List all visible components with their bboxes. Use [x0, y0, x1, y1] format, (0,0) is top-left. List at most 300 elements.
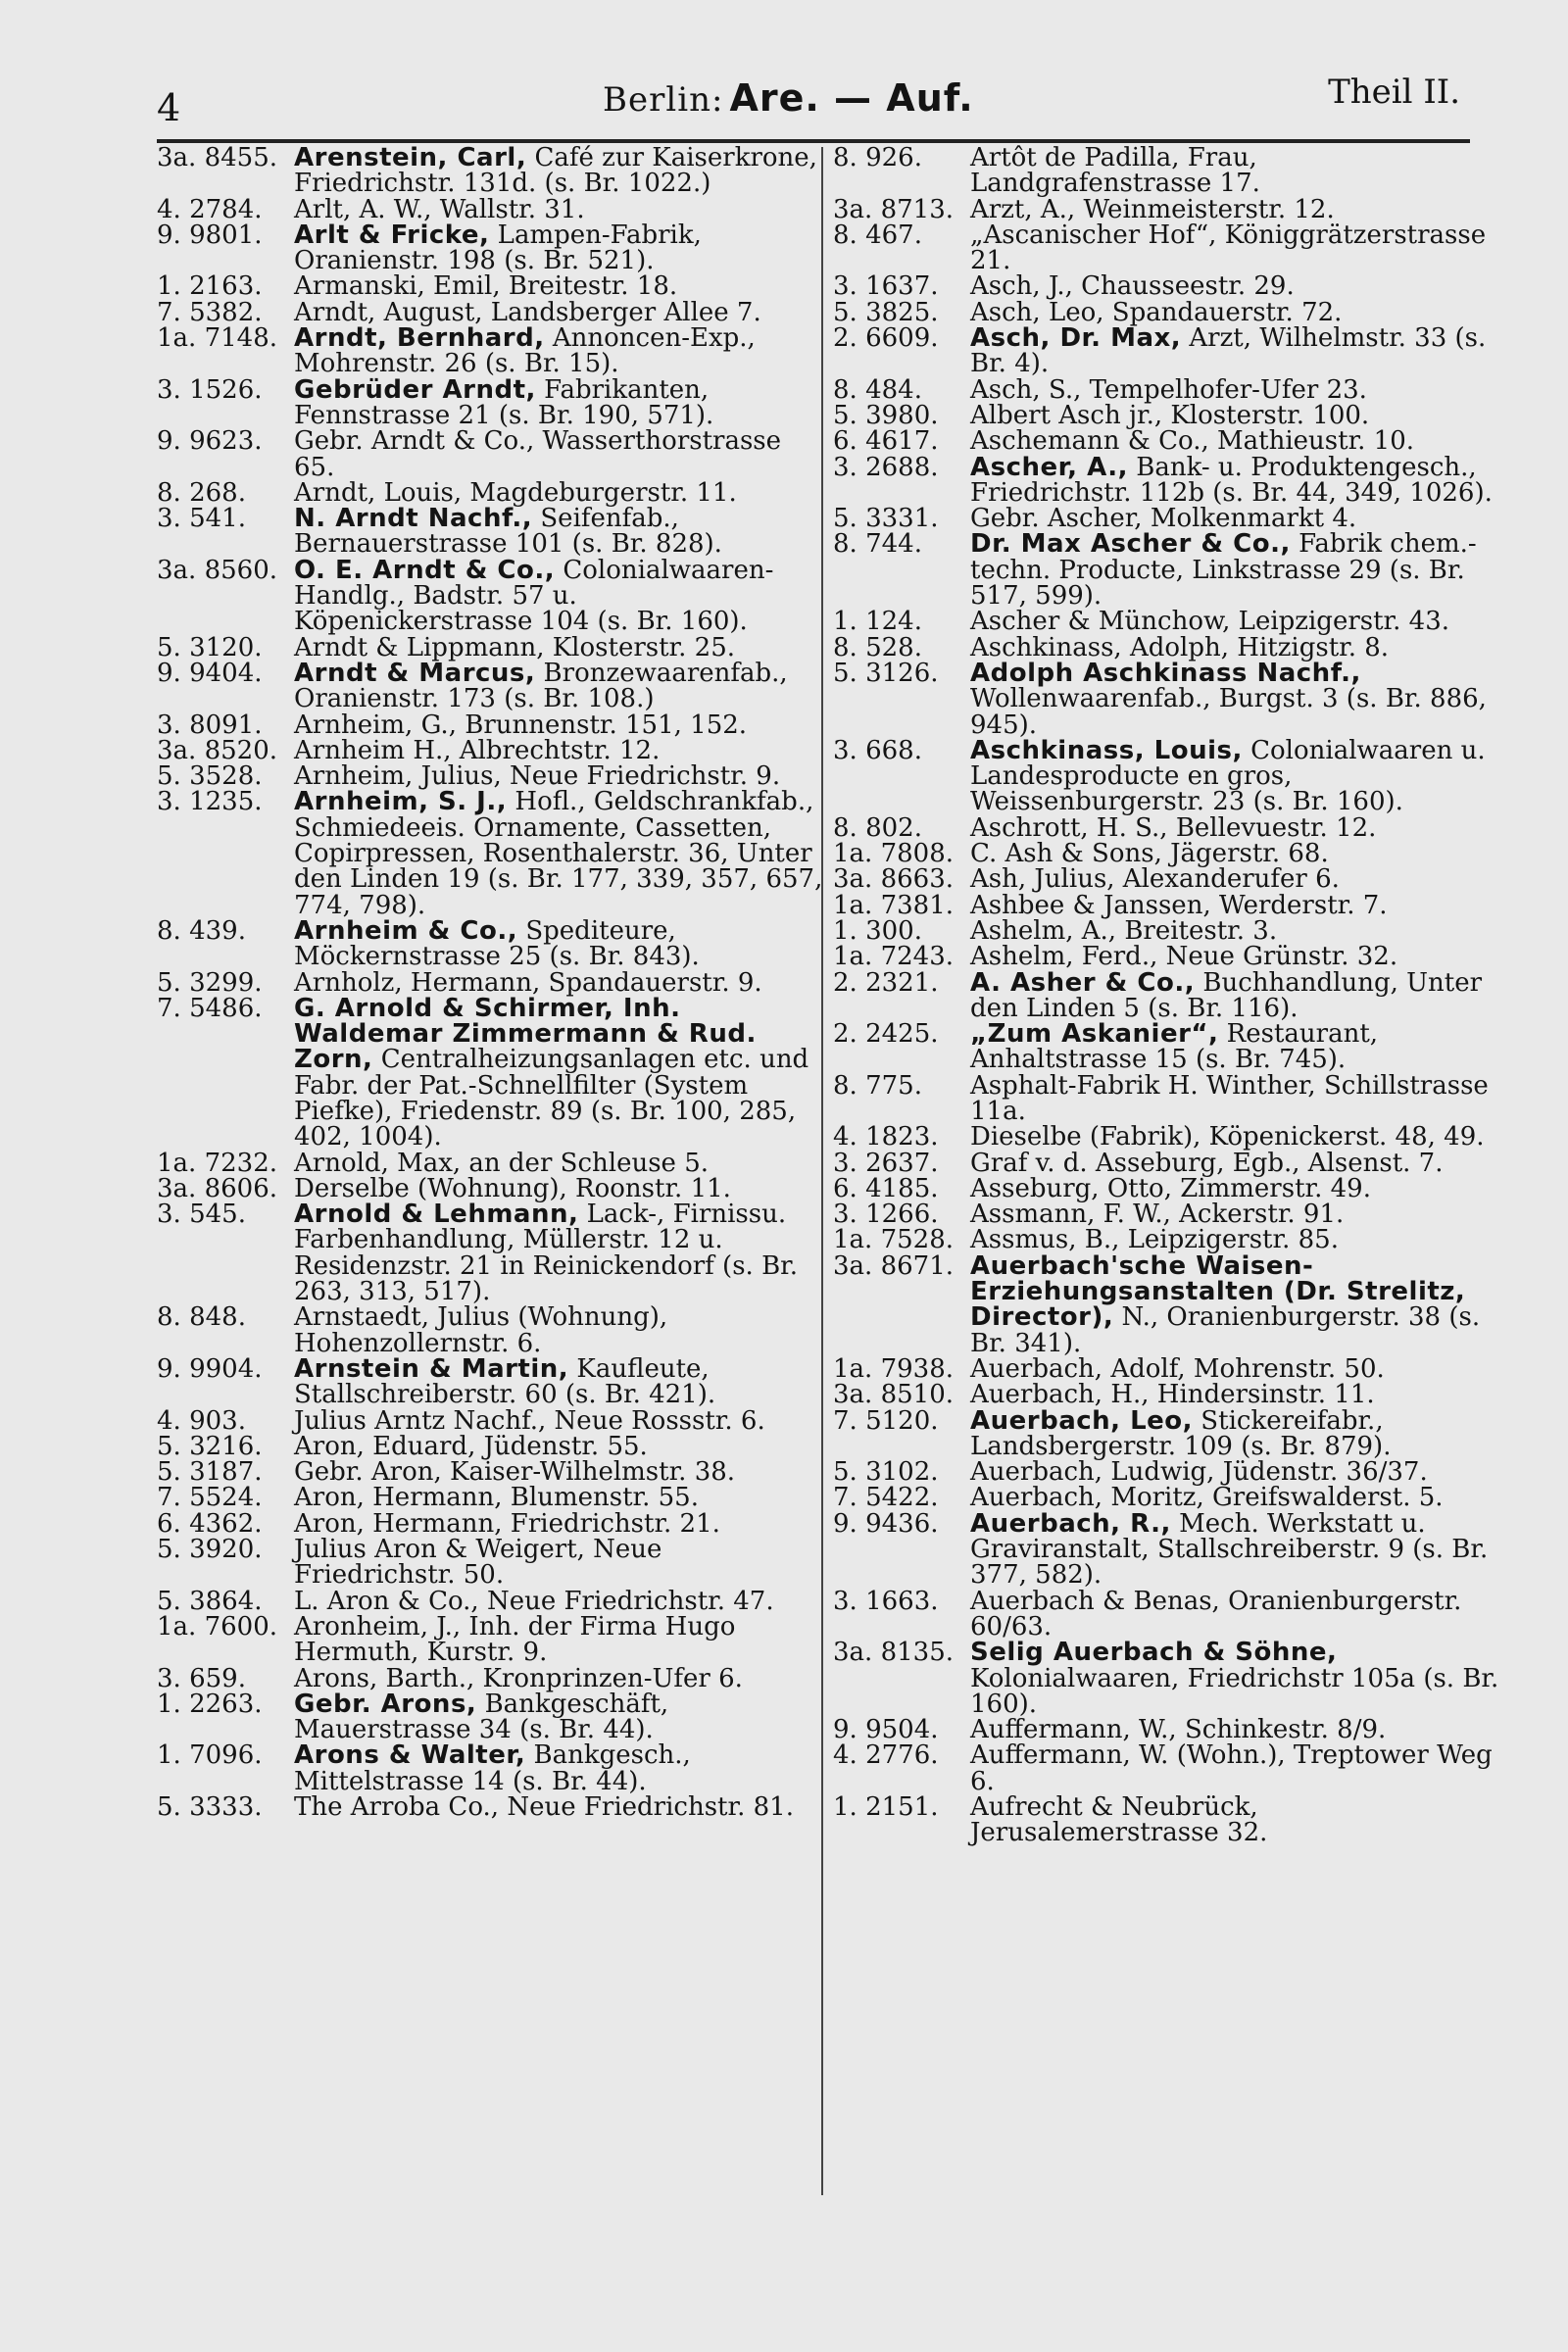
entry-details: Auerbach & Benas, Oranienburgerstr. 60/63.: [970, 1586, 1462, 1642]
entry-details: Aronheim, J., Inh. der Firma Hugo Hermuth, Kurstr. 9.: [294, 1611, 736, 1668]
entry-text: [970, 1250, 1499, 1358]
directory-entry: [157, 1663, 823, 1693]
directory-entry: [833, 1124, 1499, 1150]
entry-details: Ashbee & Janssen, Werderstr. 7.: [970, 890, 1388, 920]
directory-entry: [157, 1611, 823, 1668]
phone-number: 8. 268.: [157, 477, 246, 508]
directory-entry: [157, 735, 823, 765]
entry-text: [294, 993, 823, 1152]
directory-entry: [157, 658, 823, 714]
entry-details: Buchhandlung, Unter den Linden 5 (s. Br. 116).: [970, 967, 1483, 1023]
entry-text: [294, 1742, 823, 1794]
directory-entry: [833, 1508, 1499, 1591]
phone-number: 9. 9904.: [157, 1353, 263, 1384]
phone-number: 5. 3980.: [833, 400, 939, 430]
entry-text: [970, 271, 1499, 302]
phone-number: 1a. 7600.: [157, 1611, 278, 1642]
entry-text: [294, 1691, 823, 1743]
directory-entry: [157, 761, 823, 792]
entry-text: [970, 915, 1499, 946]
directory-entry: [157, 1148, 823, 1178]
entry-details: Bank- u. Produktengesch., Friedrichstr. 112b (s. Br. 44, 349, 1026).: [970, 452, 1493, 508]
firm-name: Arnheim & Co.,: [294, 915, 518, 946]
entry-details: Ascher & Münchow, Leipzigerstr. 43.: [970, 607, 1450, 637]
directory-entry: [833, 1380, 1499, 1410]
entry-details: Arnheim, G., Brunnenstr. 151, 152.: [294, 710, 748, 740]
directory-entry: [157, 297, 823, 327]
phone-number: 1a. 7243.: [833, 942, 955, 972]
phone-number: 1a. 7232.: [157, 1148, 278, 1178]
entry-details: Arnheim H., Albrechtstr. 12.: [294, 735, 661, 765]
entry-details: Colonialwaaren-Handlg., Badstr. 57 u. Köpenickerstrasse 104 (s. Br. 160).: [294, 555, 774, 637]
entry-details: Arndt, Louis, Magdeburgerstr. 11.: [294, 477, 737, 508]
entry-text: [970, 1742, 1499, 1794]
firm-name: Arlt & Fricke,: [294, 220, 490, 250]
right-column: [833, 145, 1499, 1846]
directory-entry: [833, 658, 1499, 740]
phone-number: 2. 6609.: [833, 323, 939, 354]
entry-details: Gebr. Aron, Kaiser-Wilhelmstr. 38.: [294, 1457, 736, 1488]
page-title: [603, 76, 980, 120]
phone-number: 3. 1637.: [833, 271, 939, 302]
phone-number: 7. 5382.: [157, 297, 263, 327]
entry-text: [970, 1457, 1499, 1488]
entry-details: Arnstaedt, Julius (Wohnung), Hohenzollernstr. 6.: [294, 1302, 668, 1358]
directory-entry: [157, 1200, 823, 1307]
directory-entry: [157, 1405, 823, 1436]
phone-number: 3a. 8520.: [157, 735, 278, 765]
entry-details: C. Ash & Sons, Jägerstr. 68.: [970, 839, 1329, 869]
entry-text: [970, 222, 1499, 274]
directory-entry: [157, 632, 823, 662]
entry-text: [970, 426, 1499, 457]
directory-entry: [157, 194, 823, 224]
entry-text: [970, 1715, 1499, 1745]
phone-number: 3a. 8135.: [833, 1638, 955, 1668]
directory-entry: [157, 374, 823, 430]
entry-details: Fabrikanten, Fennstrasse 21 (s. Br. 190, 571).: [294, 374, 714, 430]
entry-details: Bronzewaarenfab., Oranienstr. 173 (s. Br. 108.): [294, 658, 788, 714]
phone-number: 6. 4185.: [833, 1173, 939, 1203]
entry-text: [970, 504, 1499, 534]
entry-details: Spediteure, Möckernstrasse 25 (s. Br. 843).: [294, 915, 700, 972]
directory-entry: [833, 607, 1499, 637]
directory-entry: [833, 839, 1499, 869]
entry-text: [970, 812, 1499, 843]
phone-number: 5. 3331.: [833, 504, 939, 534]
entry-details: Dieselbe (Fabrik), Köpenickerst. 48, 49.: [970, 1122, 1485, 1152]
phone-number: 4. 903.: [157, 1405, 246, 1436]
phone-number: 7. 5120.: [833, 1405, 939, 1436]
entry-text: [970, 374, 1499, 405]
entry-details: Ashelm, A., Breitestr. 3.: [970, 915, 1278, 946]
directory-entry: [157, 1794, 823, 1820]
directory-entry: [833, 1586, 1499, 1642]
phone-number: 3. 541.: [157, 504, 246, 534]
entry-text: [294, 712, 823, 738]
phone-number: 5. 3126.: [833, 658, 939, 688]
entry-text: [970, 1200, 1499, 1230]
directory-entry: [833, 222, 1499, 274]
entry-text: [294, 735, 823, 765]
directory-entry: [833, 1457, 1499, 1488]
phone-number: 3. 1663.: [833, 1586, 939, 1616]
phone-number: 3. 2637.: [833, 1148, 939, 1178]
entry-text: [970, 1508, 1499, 1591]
entry-text: [294, 1148, 823, 1178]
phone-number: 1a. 7808.: [833, 839, 955, 869]
firm-name: G. Arnold & Schirmer, Inh. Waldemar Zimmermann & Rud. Zorn,: [294, 993, 757, 1075]
directory-entry: [833, 194, 1499, 224]
entry-text: [294, 506, 823, 558]
entry-details: Auffermann, W. (Wohn.), Treptower Weg 6.: [970, 1740, 1493, 1796]
phone-number: 4. 2784.: [157, 194, 263, 224]
phone-number: 1. 2163.: [157, 271, 263, 302]
entry-details: Artôt de Padilla, Frau, Landgrafenstrasse 17.: [970, 143, 1260, 199]
title-range: Are. — Auf.: [729, 76, 974, 120]
entry-text: [294, 1537, 823, 1589]
entry-details: Aron, Eduard, Jüdenstr. 55.: [294, 1431, 648, 1461]
entry-details: Bankgeschäft, Mauerstrasse 34 (s. Br. 44).: [294, 1689, 669, 1745]
entry-details: Asch, Leo, Spandauerstr. 72.: [970, 297, 1343, 327]
entry-details: Wollenwaarenfab., Burgst. 3 (s. Br. 886, 945).: [970, 684, 1487, 740]
directory-entry: [833, 1483, 1499, 1513]
entry-text: [970, 325, 1499, 377]
entry-details: L. Aron & Co., Neue Friedrichstr. 47.: [294, 1586, 774, 1616]
directory-entry: [157, 1508, 823, 1539]
phone-number: 1a. 7938.: [833, 1353, 955, 1384]
directory-entry: [833, 452, 1499, 508]
phone-number: 5. 3120.: [157, 632, 263, 662]
phone-number: 8. 926.: [833, 143, 922, 172]
entry-text: [294, 1405, 823, 1436]
entry-text: [294, 1611, 823, 1668]
firm-name: O. E. Arndt & Co.,: [294, 555, 556, 585]
title-prefix: Berlin:: [603, 80, 724, 120]
entry-text: [294, 1586, 823, 1616]
entry-text: [294, 658, 823, 714]
entry-text: [970, 1380, 1499, 1410]
firm-name: Arnstein & Martin,: [294, 1353, 569, 1384]
entry-details: Asphalt-Fabrik H. Winther, Schillstrasse 11a.: [970, 1070, 1489, 1126]
firm-name: Gebrüder Arndt,: [294, 374, 536, 405]
directory-entry: [833, 1173, 1499, 1203]
entry-text: [294, 915, 823, 972]
directory-entry: [157, 506, 823, 558]
phone-number: 5. 3102.: [833, 1457, 939, 1488]
entry-details: Mech. Werkstatt u. Graviranstalt, Stallschreiberstr. 9 (s. Br. 377, 582).: [970, 1508, 1489, 1591]
directory-entry: [157, 428, 823, 480]
entry-details: Aron, Hermann, Blumenstr. 55.: [294, 1483, 699, 1513]
entry-text: [970, 1794, 1499, 1846]
entry-details: Asseburg, Otto, Zimmerstr. 49.: [970, 1173, 1371, 1203]
entry-text: [970, 1483, 1499, 1513]
phone-number: 5. 3216.: [157, 1431, 263, 1461]
entry-text: [970, 942, 1499, 972]
firm-name: Arons & Walter,: [294, 1740, 526, 1771]
entry-details: Assmus, B., Leipzigerstr. 85.: [970, 1225, 1339, 1255]
entry-text: [970, 145, 1499, 197]
entry-details: Annoncen-Exp., Mohrenstr. 26 (s. Br. 15).: [294, 323, 756, 379]
phone-number: 5. 3864.: [157, 1586, 263, 1616]
entry-details: Hofl., Geldschrankfab., Schmiedeeis. Ornamente, Cassetten, Copirpressen, Rosenthalerstr. 36, Unter den Linden 19 (s. Br. 177, 339, 357, 657, 774, 798).: [294, 787, 823, 920]
entry-details: Armanski, Emil, Breitestr. 18.: [294, 271, 678, 302]
firm-name: Adolph Aschkinass Nachf.,: [970, 658, 1361, 688]
entry-details: Asch, J., Chausseestr. 29.: [970, 271, 1295, 302]
entry-details: Restaurant, Anhaltstrasse 15 (s. Br. 745).: [970, 1019, 1379, 1075]
entry-text: [294, 297, 823, 327]
phone-number: 2. 2425.: [833, 1019, 939, 1050]
phone-number: 1. 2151.: [833, 1792, 939, 1822]
firm-name: Gebr. Arons,: [294, 1689, 477, 1719]
entry-text: [294, 761, 823, 792]
firm-name: Auerbach, R.,: [970, 1508, 1171, 1539]
entry-text: [294, 145, 823, 197]
entry-text: [970, 1021, 1499, 1073]
phone-number: 7. 5524.: [157, 1483, 263, 1513]
entry-details: Ashelm, Ferd., Neue Grünstr. 32.: [970, 942, 1398, 972]
directory-entry: [833, 271, 1499, 302]
directory-entry: [833, 1353, 1499, 1384]
directory-entry: [157, 1691, 823, 1743]
entry-details: Derselbe (Wohnung), Roonstr. 11.: [294, 1173, 731, 1203]
phone-number: 3a. 8663.: [833, 864, 955, 895]
entry-text: [970, 400, 1499, 430]
entry-details: Colonialwaaren u. Landesproducte en gros, Weissenburgerstr. 23 (s. Br. 160).: [970, 735, 1486, 817]
directory-entry: [157, 1483, 823, 1513]
phone-number: 1a. 7148.: [157, 323, 278, 354]
directory-entry: [833, 1225, 1499, 1255]
directory-entry: [833, 1794, 1499, 1846]
directory-entry: [833, 145, 1499, 197]
entry-details: Auerbach, Moritz, Greifswalderst. 5.: [970, 1483, 1444, 1513]
entry-text: [294, 1483, 823, 1513]
entry-details: Asch, S., Tempelhofer-Ufer 23.: [970, 374, 1367, 405]
entry-details: Kaufleute, Stallschreiberstr. 60 (s. Br. 421).: [294, 1353, 716, 1410]
entry-text: [294, 428, 823, 480]
firm-name: Ascher, A.,: [970, 452, 1128, 482]
firm-name: A. Asher & Co.,: [970, 967, 1196, 998]
entry-details: Aschkinass, Adolph, Hitzigstr. 8.: [970, 632, 1390, 662]
entry-details: Centralheizungsanlagen etc. und Fabr. der Pat.-Schnellfilter (System Piefke), Friedenstr. 89 (s. Br. 100, 285, 402, 1004).: [294, 1045, 809, 1152]
phone-number: 9. 9404.: [157, 658, 263, 688]
entry-text: [970, 864, 1499, 895]
directory-entry: [833, 915, 1499, 946]
entry-text: [970, 1405, 1499, 1461]
directory-entry: [157, 1304, 823, 1356]
directory-entry: [833, 812, 1499, 843]
directory-entry: [833, 1250, 1499, 1358]
phone-number: 4. 1823.: [833, 1122, 939, 1152]
directory-entry: [833, 1148, 1499, 1178]
entry-details: Arzt, A., Weinmeisterstr. 12.: [970, 194, 1335, 224]
phone-number: 5. 3920.: [157, 1535, 263, 1565]
entry-text: [294, 555, 823, 637]
phone-number: 5. 3528.: [157, 761, 263, 792]
directory-entry: [833, 1715, 1499, 1745]
entry-details: Gebr. Ascher, Molkenmarkt 4.: [970, 504, 1357, 534]
entry-details: Kolonialwaaren, Friedrichstr 105a (s. Br. 160).: [970, 1663, 1499, 1719]
directory-entry: [157, 967, 823, 998]
entry-details: Seifenfab., Bernauerstrasse 101 (s. Br. 828).: [294, 504, 722, 560]
phone-number: 3. 2688.: [833, 452, 939, 482]
entry-details: The Arroba Co., Neue Friedrichstr. 81.: [294, 1792, 794, 1822]
firm-name: Arenstein, Carl,: [294, 143, 527, 172]
entry-details: Arzt, Wilhelmstr. 33 (s. Br. 4).: [970, 323, 1487, 379]
entry-details: Auerbach, Ludwig, Jüdenstr. 36/37.: [970, 1457, 1428, 1488]
directory-entry: [833, 942, 1499, 972]
page-number: 4: [157, 86, 181, 129]
phone-number: 8. 802.: [833, 812, 922, 843]
entry-text: [970, 735, 1499, 817]
directory-entry: [833, 1021, 1499, 1073]
entry-text: [970, 607, 1499, 637]
entry-details: Albert Asch jr., Klosterstr. 100.: [970, 400, 1370, 430]
entry-text: [970, 1225, 1499, 1255]
phone-number: 6. 4362.: [157, 1508, 263, 1539]
entry-details: Auffermann, W., Schinkestr. 8/9.: [970, 1715, 1387, 1745]
phone-number: 8. 484.: [833, 374, 922, 405]
entry-text: [294, 1663, 823, 1693]
entry-text: [970, 452, 1499, 508]
entry-text: [970, 1173, 1499, 1203]
phone-number: 3. 1235.: [157, 787, 263, 817]
firm-name: Aschkinass, Louis,: [970, 735, 1243, 765]
directory-entry: [833, 967, 1499, 1023]
directory-entry: [157, 993, 823, 1152]
entry-details: Julius Arntz Nachf., Neue Rossstr. 6.: [294, 1405, 765, 1436]
left-column: [157, 145, 823, 1820]
entry-details: Lack-, Firnissu. Farbenhandlung, Müllerstr. 12 u. Residenzstr. 21 in Reinickendorf (s. Br. 263, 313, 517).: [294, 1200, 799, 1307]
entry-text: [294, 374, 823, 430]
entry-details: Assmann, F. W., Ackerstr. 91.: [970, 1200, 1345, 1230]
entry-text: [294, 1431, 823, 1461]
entry-text: [294, 1794, 823, 1820]
phone-number: 1. 7096.: [157, 1740, 263, 1771]
directory-entry: [157, 1586, 823, 1616]
entry-text: [970, 890, 1499, 920]
phone-number: 9. 9436.: [833, 1508, 939, 1539]
entry-text: [970, 658, 1499, 740]
phone-number: 5. 3299.: [157, 967, 263, 998]
entry-text: [970, 1070, 1499, 1126]
entry-details: Arlt, A. W., Wallstr. 31.: [294, 194, 585, 224]
phone-number: 4. 2776.: [833, 1740, 939, 1771]
directory-entry: [157, 1457, 823, 1488]
entry-text: [294, 1200, 823, 1307]
firm-name: Arndt, Bernhard,: [294, 323, 545, 354]
directory-entry: [157, 1431, 823, 1461]
firm-name: N. Arndt Nachf.,: [294, 504, 533, 534]
directory-entry: [833, 297, 1499, 327]
entry-details: Bankgesch., Mittelstrasse 14 (s. Br. 44).: [294, 1740, 691, 1796]
entry-text: [970, 297, 1499, 327]
entry-text: [970, 1640, 1499, 1717]
directory-entry: [833, 325, 1499, 377]
entry-text: [294, 1353, 823, 1410]
firm-name: Selig Auerbach & Söhne,: [970, 1638, 1338, 1668]
entry-details: Ash, Julius, Alexanderufer 6.: [970, 864, 1340, 895]
directory-entry: [157, 915, 823, 972]
directory-entry: [157, 145, 823, 197]
directory-entry: [157, 222, 823, 274]
entry-text: [294, 325, 823, 377]
phone-number: 7. 5486.: [157, 993, 263, 1023]
phone-number: 7. 5422.: [833, 1483, 939, 1513]
phone-number: 3. 1266.: [833, 1200, 939, 1230]
phone-number: 9. 9623.: [157, 426, 263, 457]
phone-number: 1a. 7381.: [833, 890, 955, 920]
part-label: Theil II.: [1328, 73, 1460, 112]
entry-text: [970, 1353, 1499, 1384]
entry-details: Aschemann & Co., Mathieustr. 10.: [970, 426, 1415, 457]
entry-details: Fabrik chem.-techn. Producte, Linkstrasse 29 (s. Br. 517, 599).: [970, 529, 1477, 612]
phone-number: 3a. 8560.: [157, 555, 278, 585]
entry-details: Graf v. d. Asseburg, Egb., Alsenst. 7.: [970, 1148, 1444, 1178]
entry-details: Aschrott, H. S., Bellevuestr. 12.: [970, 812, 1377, 843]
directory-entry: [157, 1742, 823, 1794]
phone-number: 5. 3187.: [157, 1457, 263, 1488]
phone-number: 3. 545.: [157, 1200, 246, 1230]
entry-details: Julius Aron & Weigert, Neue Friedrichstr. 50.: [294, 1535, 662, 1591]
entry-text: [294, 1304, 823, 1356]
directory-entry: [833, 1640, 1499, 1717]
phone-number: 1. 300.: [833, 915, 922, 946]
directory-entry: [833, 864, 1499, 895]
directory-entry: [833, 1742, 1499, 1794]
entry-details: Arndt & Lippmann, Klosterstr. 25.: [294, 632, 735, 662]
entry-details: „Ascanischer Hof“, Königgrätzerstrasse 21.: [970, 220, 1487, 276]
phone-number: 2. 2321.: [833, 967, 939, 998]
phone-number: 5. 3825.: [833, 297, 939, 327]
entry-details: Arnold, Max, an der Schleuse 5.: [294, 1148, 710, 1178]
phone-number: 3a. 8671.: [833, 1250, 955, 1281]
firm-name: Arndt & Marcus,: [294, 658, 536, 688]
phone-number: 8. 467.: [833, 220, 922, 250]
firm-name: Arnheim, S. J.,: [294, 787, 508, 817]
directory-entry: [157, 787, 823, 920]
entry-text: [294, 1173, 823, 1203]
directory-entry: [833, 1200, 1499, 1230]
entry-text: [294, 967, 823, 998]
phone-number: 8. 744.: [833, 529, 922, 560]
entry-details: Stickereifabr., Landsbergerstr. 109 (s. Br. 879).: [970, 1405, 1392, 1461]
entry-details: Aron, Hermann, Friedrichstr. 21.: [294, 1508, 720, 1539]
phone-number: 3a. 8606.: [157, 1173, 278, 1203]
directory-entry: [833, 504, 1499, 534]
directory-entry: [157, 555, 823, 637]
entry-text: [294, 222, 823, 274]
entry-text: [970, 1586, 1499, 1642]
directory-entry: [833, 426, 1499, 457]
phone-number: 1. 124.: [833, 607, 922, 637]
directory-entry: [157, 1537, 823, 1589]
directory-entry: [833, 890, 1499, 920]
entry-text: [970, 529, 1499, 612]
entry-text: [970, 967, 1499, 1023]
directory-entry: [157, 325, 823, 377]
directory-entry: [157, 712, 823, 738]
phone-number: 1a. 7528.: [833, 1225, 955, 1255]
phone-number: 8. 775.: [833, 1070, 922, 1101]
entry-details: Auerbach, Adolf, Mohrenstr. 50.: [970, 1353, 1385, 1384]
entry-details: N., Oranienburgerstr. 38 (s. Br. 341).: [970, 1302, 1481, 1358]
directory-entry: [833, 400, 1499, 430]
directory-entry: [157, 1173, 823, 1203]
directory-entry: [833, 374, 1499, 405]
entry-details: Café zur Kaiserkrone, Friedrichstr. 131d. (s. Br. 1022.): [294, 143, 817, 199]
entry-text: [970, 1148, 1499, 1178]
